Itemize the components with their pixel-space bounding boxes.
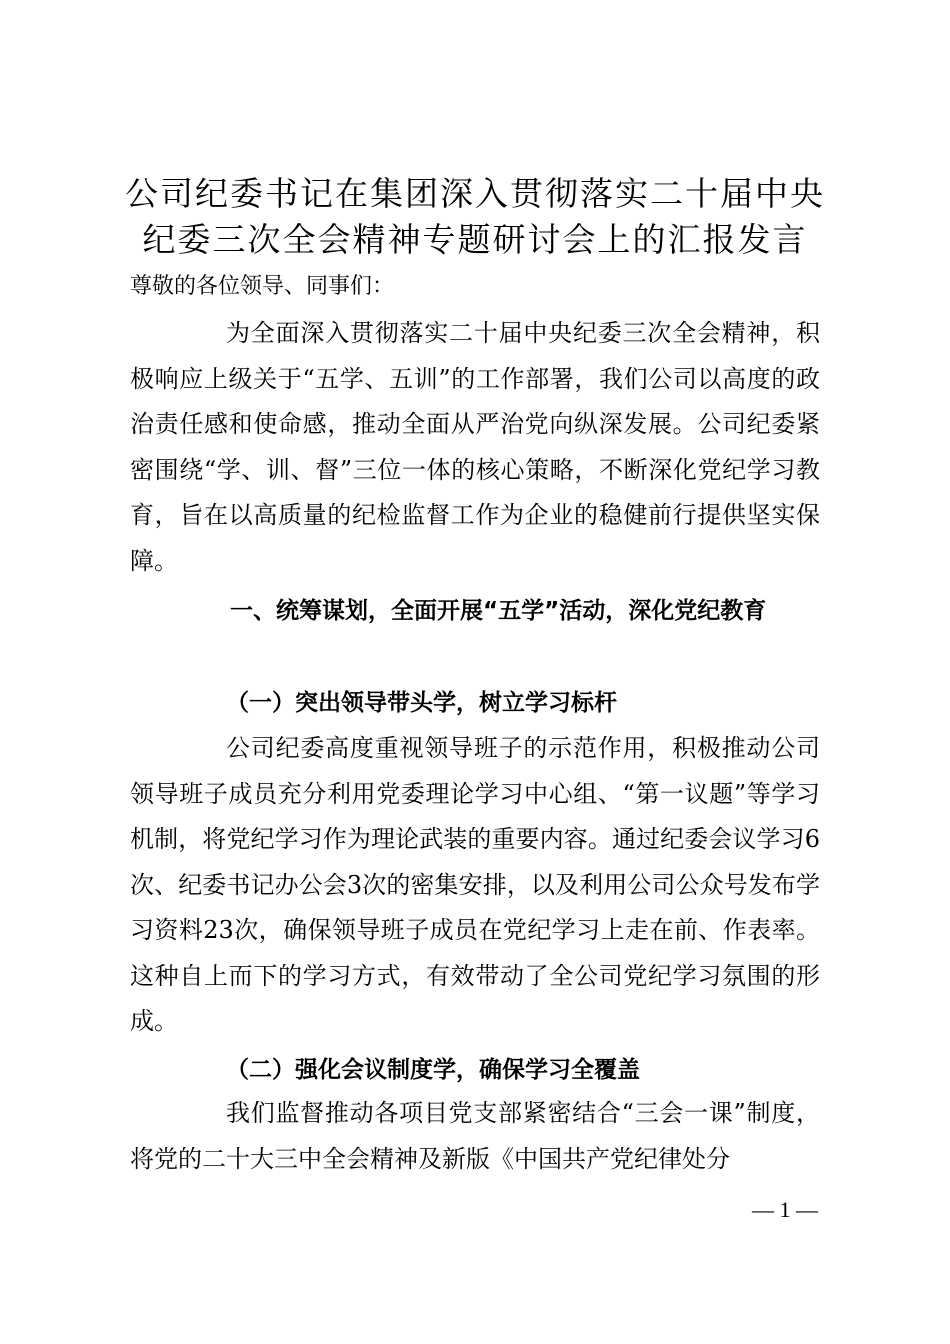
salutation: 尊敬的各位领导、同事们： [130, 274, 395, 299]
subsection-2-heading: （二）强化会议制度学，确保学习全覆盖 [226, 1056, 640, 1083]
section-1-heading: 一、统筹谋划，全面开展“五学”活动，深化党纪教育 [230, 598, 767, 624]
subsection-1-heading: （一）突出领导带头学，树立学习标杆 [226, 689, 617, 716]
document-title-line-1: 公司纪委书记在集团深入贯彻落实二十届中央 [125, 174, 825, 213]
subsection-2-paragraph: 我们监督推动各项目党支部紧密结合“三会一课”制度，将党的二十大三中全会精神及新版《中国共产党纪律处分 [130, 1099, 820, 1173]
intro-paragraph: 为全面深入贯彻落实二十届中央纪委三次全会精神，积极响应上级关于“五学、五训”的工作部署，我们公司以高度的政治责任感和使命感，推动全面从严治党向纵深发展。公司纪委紧密围绕“学、训、督”三位一体的核心策略，不断深化党纪学习教育，旨在以高质量的纪检监督工作为企业的稳健前行提供坚实保障。 [130, 319, 820, 575]
subsection-1-paragraph: 公司纪委高度重视领导班子的示范作用，积极推动公司领导班子成员充分利用党委理论学习中心组、“第一议题”等学习机制，将党纪学习作为理论武装的重要内容。通过纪委会议学习6次、纪委书记办公会3次的密集安排，以及利用公司公众号发布学习资料23次，确保领导班子成员在党纪学习上走在前、作表率。这种自上而下的学习方式，有效带动了全公司党纪学习氛围的形成。 [130, 734, 820, 1035]
document-title-line-2: 纪委三次全会精神专题研讨会上的汇报发言 [142, 220, 808, 259]
page-number: — 1 — [752, 1197, 818, 1222]
